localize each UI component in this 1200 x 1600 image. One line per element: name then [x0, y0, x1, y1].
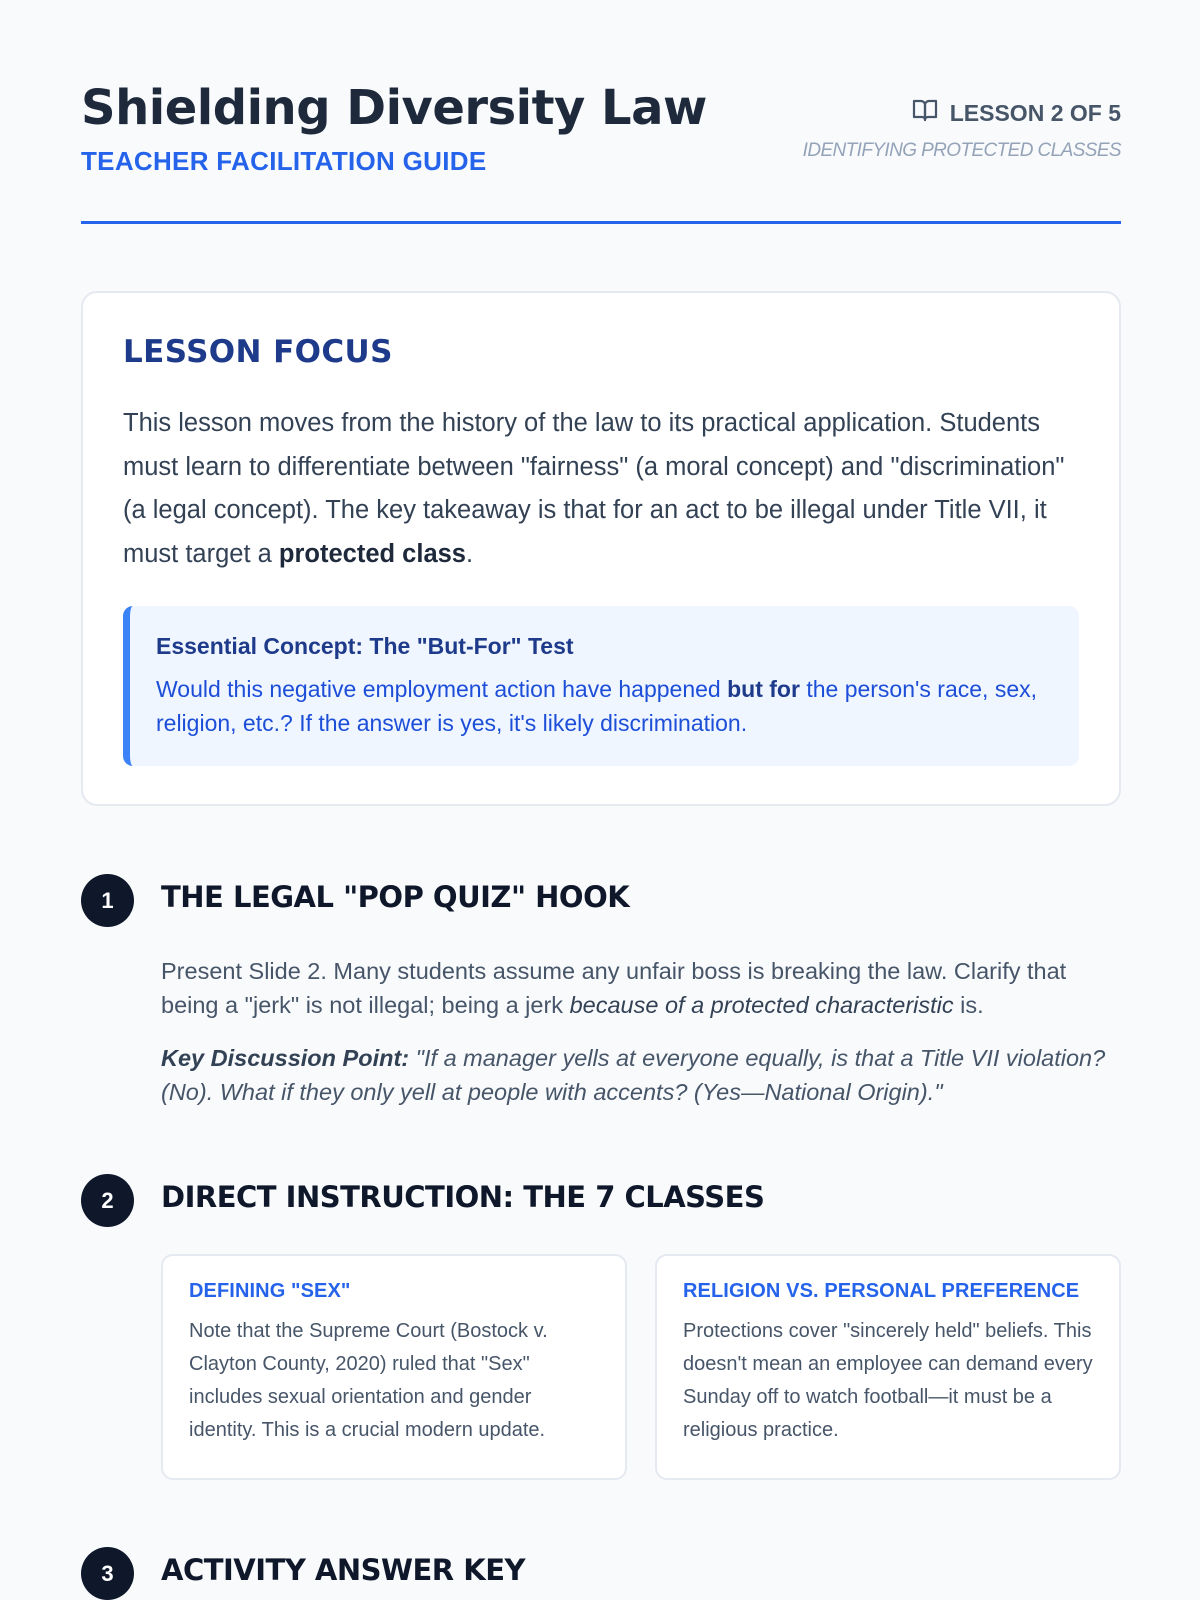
section-hook-text	[161, 954, 1121, 1022]
instruction-cards	[161, 1254, 1121, 1480]
lesson-topic: IDENTIFYING PROTECTED CLASSES	[802, 140, 1121, 161]
discussion-text: "If a manager yells at everyone equally, is that a Title VII violation? (No). What if they only yell at people with accents? (Yes—National Origin)."	[161, 1045, 1106, 1105]
card-text: Protections cover "sincerely held" beliefs. This doesn't mean an employee can demand every Sunday off to watch football—it must be a religious practice.	[683, 1320, 1093, 1441]
concept-text	[156, 672, 1053, 740]
hook-text-end: is.	[953, 992, 984, 1018]
lesson-meta	[803, 98, 1121, 162]
guide-page	[81, 0, 1121, 1587]
discussion-label: Key Discussion Point:	[161, 1045, 410, 1071]
open-book-icon	[912, 98, 938, 128]
concept-text-part: Would this negative employment action have happened	[156, 676, 728, 702]
lesson-focus-heading: LESSON FOCUS	[123, 334, 393, 370]
section-title-hook: THE LEGAL "POP QUIZ" HOOK	[161, 880, 630, 914]
protected-class-emphasis: protected class	[278, 539, 466, 568]
lesson-focus-card	[81, 291, 1121, 806]
protected-characteristic-emphasis: because of a protected characteristic	[569, 992, 954, 1018]
key-discussion-point	[161, 1041, 1121, 1109]
concept-title: Essential Concept: The "But-For" Test	[156, 633, 574, 659]
step-badge-3: 3	[81, 1547, 134, 1600]
step-badge-2: 2	[81, 1174, 134, 1227]
lesson-focus-text-part: This lesson moves from the history of the law to its practical application. Students must learn to differentiate between "fairness" (a moral concept) and "discrimination" (a legal concept). The key takeaway is that for an act to be illegal under Title VII, it must target a	[123, 409, 1065, 568]
essential-concept-callout	[123, 606, 1079, 766]
card-text: Note that the Supreme Court (Bostock v. Clayton County, 2020) ruled that "Sex" includes sexual orientation and gender identity. This is a crucial modern update.	[189, 1320, 548, 1441]
page-title: Shielding Diversity Law	[81, 80, 707, 136]
defining-sex-card	[161, 1254, 627, 1480]
section-title-answer-key: ACTIVITY ANSWER KEY	[161, 1553, 526, 1587]
lesson-focus-text	[123, 402, 1079, 576]
lesson-number	[912, 98, 1121, 128]
lesson-number-label: LESSON 2 OF 5	[949, 99, 1121, 126]
but-for-emphasis: but for	[727, 676, 800, 702]
religion-preference-card	[655, 1254, 1121, 1480]
card-title: RELIGION VS. PERSONAL PREFERENCE	[683, 1280, 1080, 1302]
concept-text-end: the person's race, sex, religion, etc.? If the answer is yes, it's likely discrimination.	[156, 676, 1038, 736]
card-title: DEFINING "SEX"	[189, 1280, 351, 1302]
page-header	[81, 0, 1121, 224]
page-subtitle: TEACHER FACILITATION GUIDE	[81, 146, 487, 176]
hook-text-part: Present Slide 2. Many students assume any unfair boss is breaking the law. Clarify that being a "jerk" is not illegal; being a jerk	[161, 958, 1067, 1018]
lesson-focus-text-end: .	[466, 539, 474, 568]
step-badge-1: 1	[81, 874, 134, 927]
section-title-classes: DIRECT INSTRUCTION: THE 7 CLASSES	[161, 1180, 765, 1214]
